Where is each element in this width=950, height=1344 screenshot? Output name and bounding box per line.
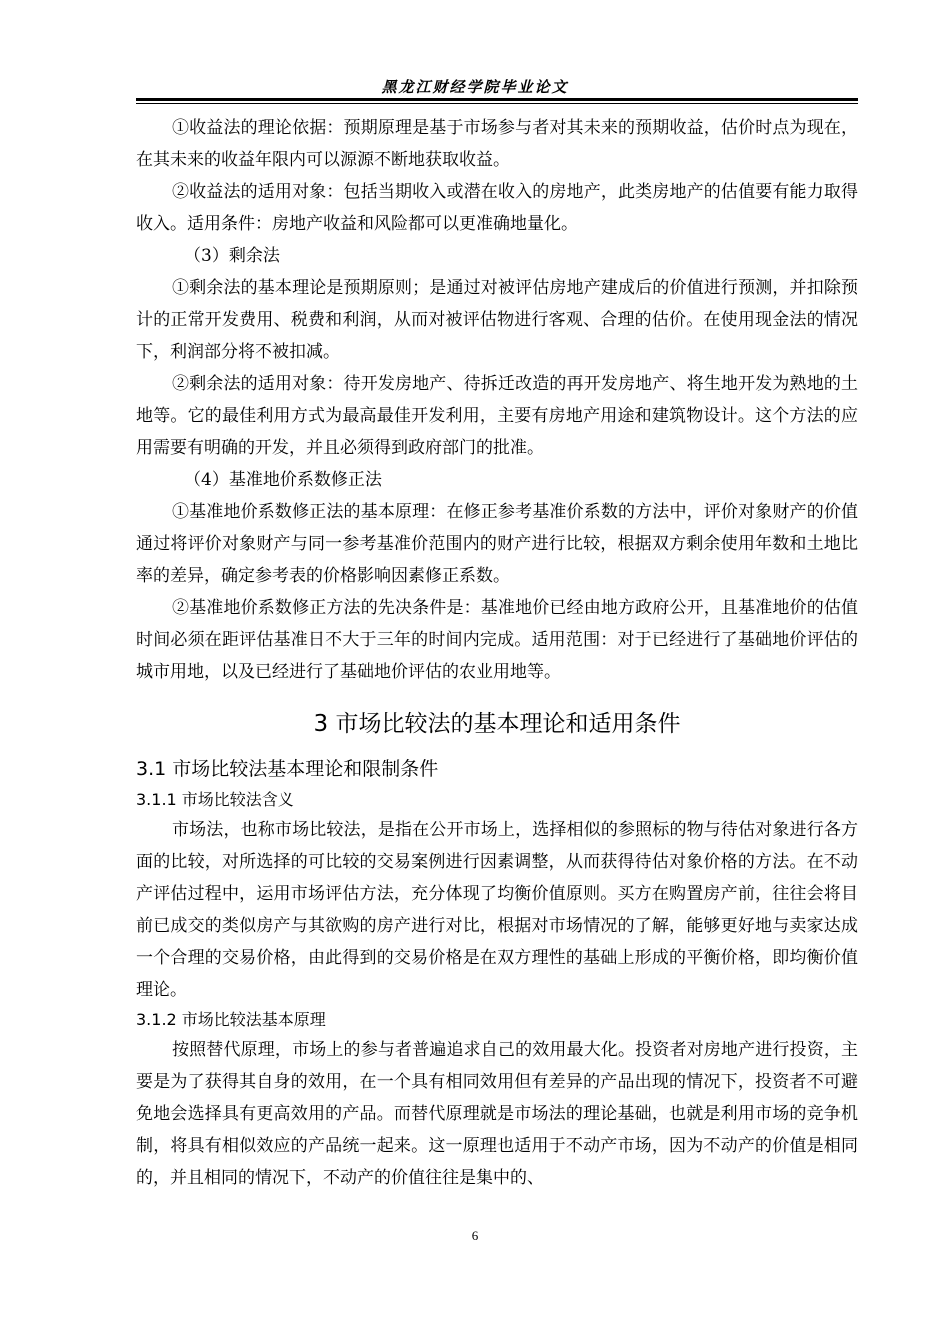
section-3-1-1-title: 3.1.1 市场比较法含义 [136,790,294,809]
header-rule-thin [136,103,858,104]
heading-benchmark-method: （4）基准地价系数修正法 [184,470,382,490]
header-rule-thick [136,98,858,101]
paragraph-market-method-principle: 按照替代原理，市场上的参与者普遍追求自己的效用最大化。投资者对房地产进行投资，主要是为了获得其自身的效用，在一个具有相同效用但有差异的产品出现的情况下，投资者不可避免地会选择具有更高效用的产品。而替代原理就是市场法的理论基础，也就是利用市场的竞争机制，将具有相似效应的产品统一起来。这一原理也适用于不动产市场，因为不动产的价值是相同的，并且相同的情况下，不动产的价值往往是集中的、 [136,1040,858,1188]
section-3-1-2-title: 3.1.2 市场比较法基本原理 [136,1010,326,1029]
paragraph-income-scope: ②收益法的适用对象：包括当期收入或潜在收入的房地产，此类房地产的估值要有能力取得收入。适用条件：房地产收益和风险都可以更准确地量化。 [136,182,858,234]
chapter-3-title: 3 市场比较法的基本理论和适用条件 [313,711,681,737]
heading-residual-method: （3）剩余法 [184,246,280,266]
paragraph-benchmark-conditions: ②基准地价系数修正方法的先决条件是：基准地价已经由地方政府公开，且基准地价的估值时间必须在距评估基准日不大于三年的时间内完成。适用范围：对于已经进行了基础地价评估的城市用地，以及已经进行了基础地价评估的农业用地等。 [136,598,858,682]
paragraph-residual-scope: ②剩余法的适用对象：待开发房地产、待拆迁改造的再开发房地产、将生地开发为熟地的土地等。它的最佳利用方式为最高最佳开发利用，主要有房地产用途和建筑物设计。这个方法的应用需要有明确的开发，并且必须得到政府部门的批准。 [136,374,858,458]
running-header: 黑龙江财经学院毕业论文 [381,78,569,96]
document-body [136,112,858,1194]
page-number: 6 [471,1228,479,1243]
section-3-1-title: 3.1 市场比较法基本理论和限制条件 [136,758,439,780]
paragraph-residual-theory: ①剩余法的基本理论是预期原则；是通过对被评估房地产建成后的价值进行预测，并扣除预计的正常开发费用、税费和利润，从而对被评估物进行客观、合理的估价。在使用现金法的情况下，利润部分将不被扣减。 [136,278,858,362]
paragraph-benchmark-principle: ①基准地价系数修正法的基本原理：在修正参考基准价系数的方法中，评价对象财产的价值通过将评价对象财产与同一参考基准价范围内的财产进行比较，根据双方剩余使用年数和土地比率的差异，确定参考表的价格影响因素修正系数。 [136,502,858,586]
paragraph-income-basis: ①收益法的理论依据：预期原理是基于市场参与者对其未来的预期收益，估价时点为现在，在其未来的收益年限内可以源源不断地获取收益。 [136,118,858,170]
paragraph-market-method-meaning: 市场法，也称市场比较法，是指在公开市场上，选择相似的参照标的物与待估对象进行各方面的比较，对所选择的可比较的交易案例进行因素调整，从而获得待估对象价格的方法。在不动产评估过程中，运用市场评估方法，充分体现了均衡价值原则。买方在购置房产前，往往会将目前已成交的类似房产与其欲购的房产进行对比，根据对市场情况的了解，能够更好地与卖家达成一个合理的交易价格，由此得到的交易价格是在双方理性的基础上形成的平衡价格，即均衡价值理论。 [136,820,858,1000]
